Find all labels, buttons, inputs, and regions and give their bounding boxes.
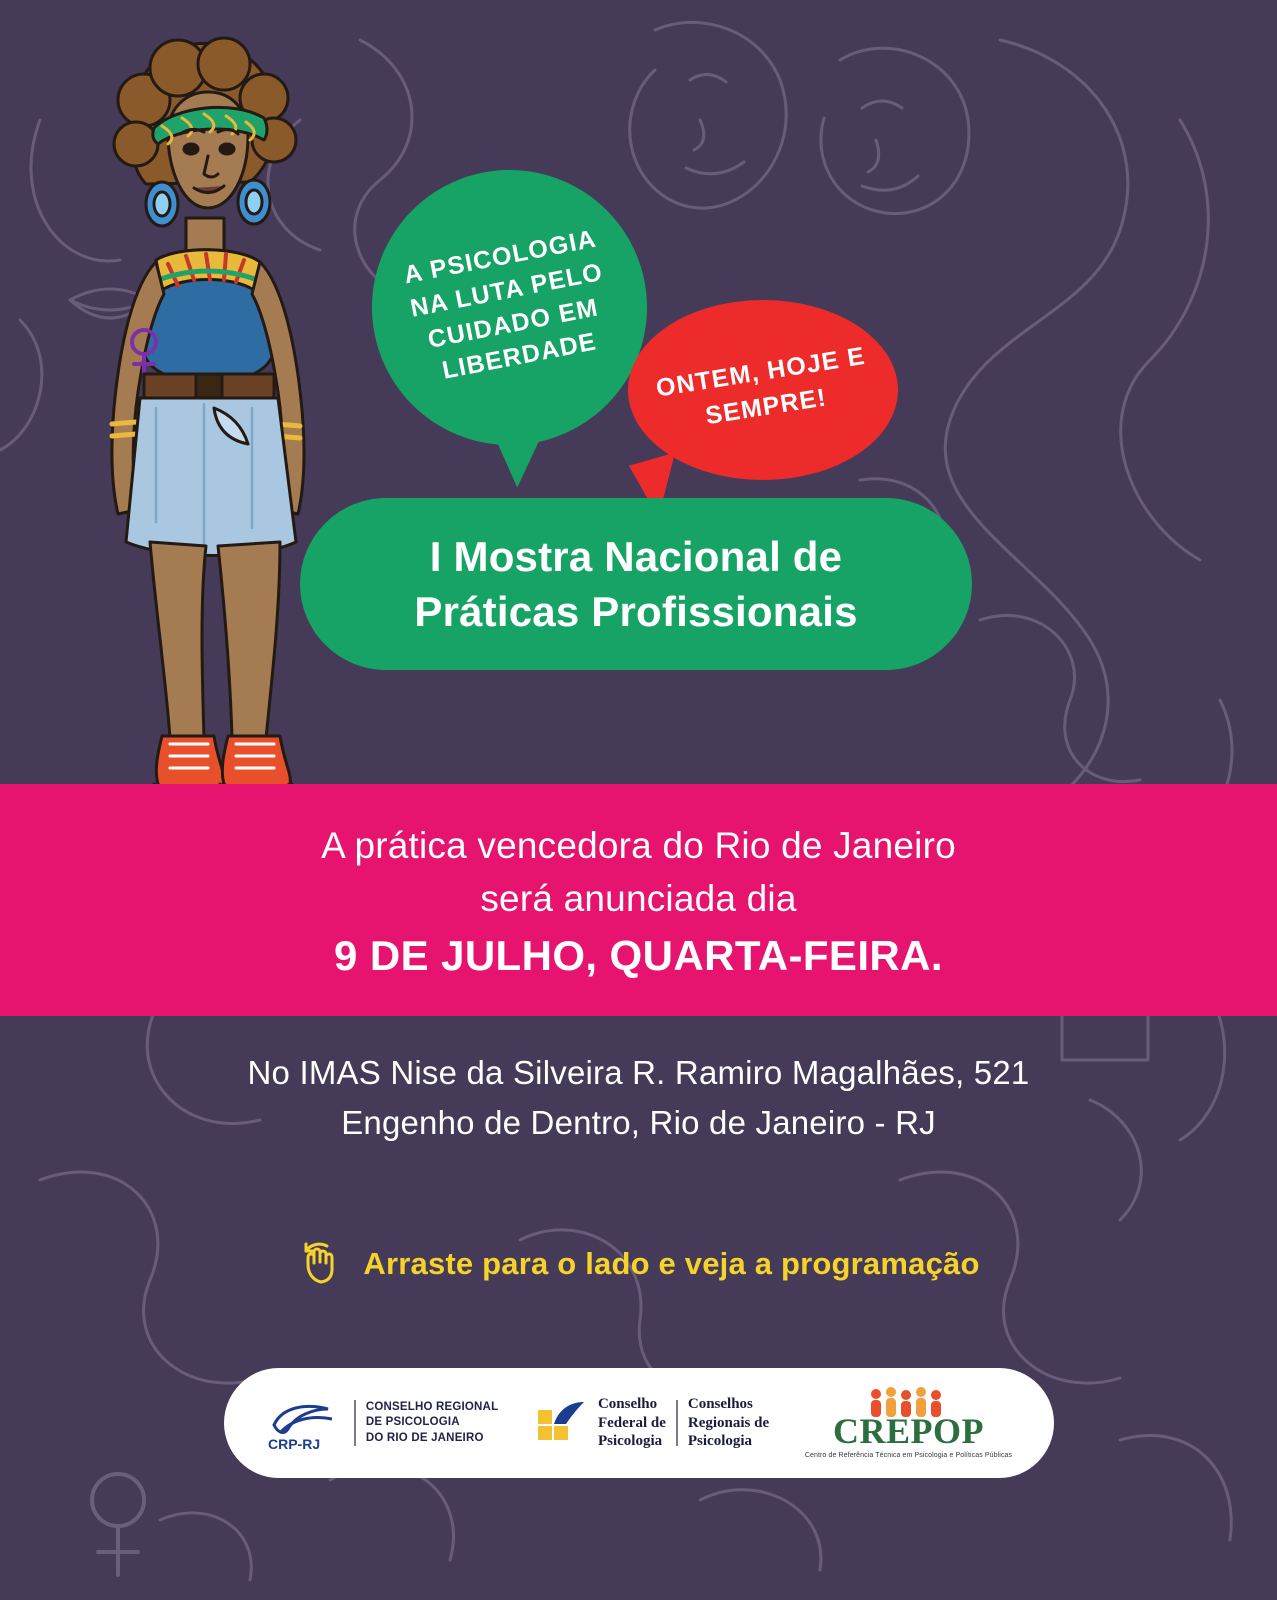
crp-network-line-3: Psicologia bbox=[687, 1433, 753, 1450]
swipe-hand-icon bbox=[297, 1238, 349, 1290]
divider bbox=[676, 1400, 678, 1446]
address-line-2: Engenho de Dentro, Rio de Janeiro - RJ bbox=[341, 1103, 936, 1141]
announcement-date: 9 DE JULHO, QUARTA-FEIRA. bbox=[334, 931, 943, 979]
speech-bubble-green-small-text-wrap bbox=[372, 170, 647, 445]
woman-illustration bbox=[28, 22, 348, 812]
cfp-line-2: Federal de bbox=[597, 1414, 666, 1431]
address-block bbox=[0, 1048, 1277, 1147]
event-title-bubble bbox=[300, 498, 972, 670]
announcement-band bbox=[0, 784, 1277, 1016]
divider bbox=[354, 1400, 356, 1446]
cfp-line-1: Conselho bbox=[597, 1395, 658, 1412]
address-line-1: No IMAS Nise da Silveira R. Ramiro Magalhães, 521 bbox=[247, 1054, 1030, 1091]
announcement-line-1: A prática vencedora do Rio de Janeiro bbox=[321, 825, 956, 867]
svg-text:CRP-RJ: CRP-RJ bbox=[267, 1436, 320, 1451]
crepop-logo bbox=[805, 1387, 1012, 1459]
event-title-line2: Práticas Profissionais bbox=[414, 588, 858, 635]
slogan-secondary-text: ONTEM, HOJE E SEMPRE! bbox=[653, 341, 867, 431]
crepop-wordmark: CREPOP bbox=[832, 1411, 984, 1451]
event-title bbox=[388, 529, 883, 640]
cfp-logo-text bbox=[598, 1395, 666, 1451]
crp-network-text bbox=[688, 1395, 769, 1451]
speech-bubble-red-text-wrap bbox=[628, 300, 898, 480]
crp-rj-logo-text bbox=[366, 1400, 498, 1446]
crp-network-line-1: Conselhos bbox=[687, 1395, 753, 1412]
crp-network-line-2: Regionais de bbox=[687, 1414, 770, 1431]
slogan-text: A PSICOLOGIA NA LUTA PELO CUIDADO EM LIBERDADE bbox=[401, 224, 605, 386]
cfp-logo bbox=[534, 1395, 769, 1451]
crp-line-1: CONSELHO REGIONAL bbox=[365, 1401, 499, 1414]
crp-rj-logo-icon bbox=[266, 1395, 344, 1451]
announcement-line-2: será anunciada dia bbox=[480, 878, 797, 919]
crp-line-2: DE PSICOLOGIA bbox=[365, 1416, 460, 1429]
crp-rj-logo bbox=[266, 1395, 498, 1451]
cfp-logo-icon bbox=[534, 1400, 588, 1446]
crp-line-3: DO RIO DE JANEIRO bbox=[365, 1431, 484, 1444]
swipe-cta[interactable] bbox=[0, 1238, 1277, 1290]
logo-bar bbox=[224, 1368, 1054, 1478]
crepop-subtitle: Centro de Referência Técnica em Psicologia e Políticas Públicas bbox=[804, 1452, 1013, 1459]
event-title-line1: I Mostra Nacional de bbox=[429, 532, 843, 580]
swipe-cta-label: Arraste para o lado e veja a programação bbox=[363, 1246, 980, 1281]
cfp-line-3: Psicologia bbox=[597, 1433, 663, 1450]
